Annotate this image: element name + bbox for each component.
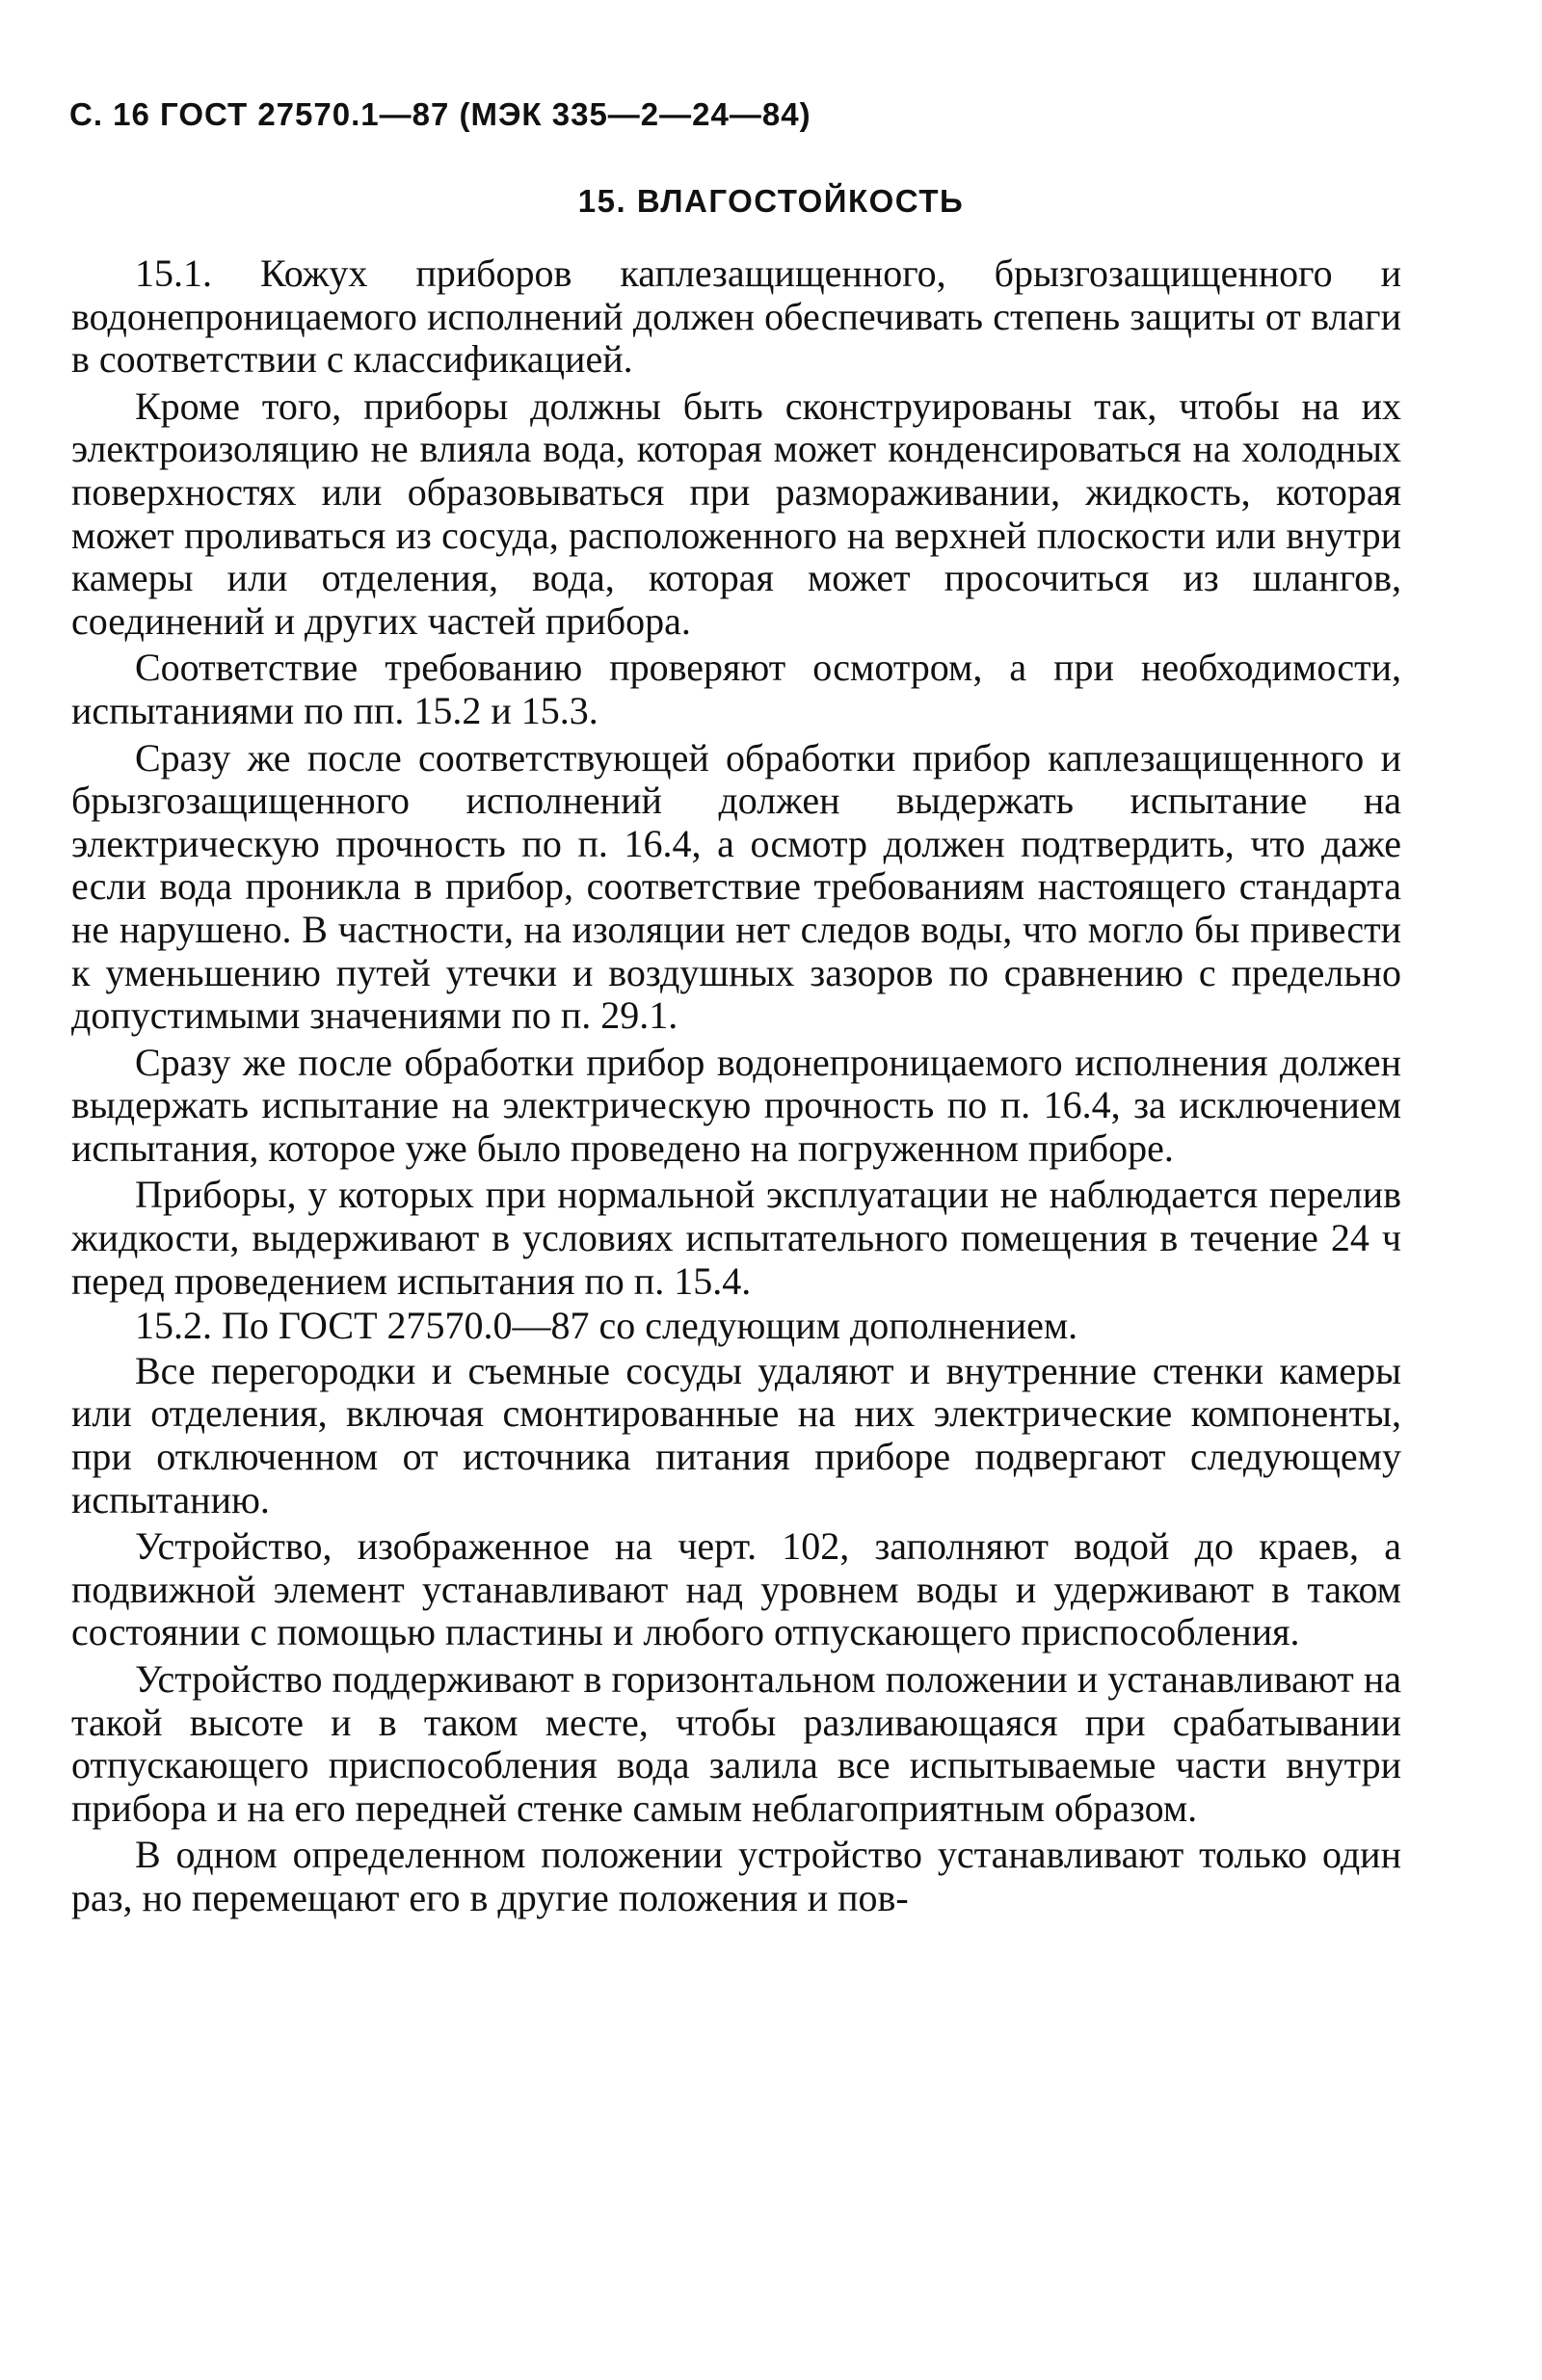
paragraph: В одном определенном положении устройство устанавливают только один раз, но перемещают его в другие положения и пов-	[71, 1833, 1401, 1919]
paragraph-15-1: 15.1. Кожух приборов каплезащищенного, брызгозащищенного и водонепроницаемого исполнений должен обеспечивать степень защиты от влаги в соответствии с классификацией.	[71, 251, 1401, 382]
running-head: С. 16 ГОСТ 27570.1—87 (МЭК 335—2—24—84)	[69, 96, 811, 132]
paragraph: Все перегородки и съемные сосуды удаляют и внутренние стенки камеры или отделения, включая смонтированные на них электрические компоненты, при отключенном от источника питания приборе подвергают следующему испытанию.	[71, 1348, 1401, 1521]
paragraph-15-2: 15.2. По ГОСТ 27570.0—87 со следующим дополнением.	[135, 1304, 1078, 1348]
paragraph: Устройство поддерживают в горизонтальном положении и устанавливают на такой высоте и в таком месте, чтобы разливающаяся при срабатывании отпускающего приспособления вода залила все испытываемые части внутри прибора и на его передней стенке самым неблагоприятным образом.	[71, 1657, 1401, 1830]
paragraph: Сразу же после соответствующей обработки прибор каплезащищенного и брызгозащищенного исполнений должен выдержать испытание на электрическую прочность по п. 16.4, а осмотр должен подтвердить, что даже если вода проникла в прибор, соответствие требованиям настоящего стандарта не нарушено. В частности, на изоляции нет следов воды, что могло бы привести к уменьшению путей утечки и воздушных зазоров по сравнению с предельно допустимыми значениями по п. 29.1.	[71, 735, 1401, 1038]
paragraph: Кроме того, приборы должны быть сконструированы так, чтобы на их электроизоляцию не влияла вода, которая может конденсироваться на холодных поверхностях или образовываться при размораживании, жидкость, которая может проливаться из сосуда, расположенного на верхней плоскости или внутри камеры или отделения, вода, которая может просочиться из шлангов, соединений и других частей прибора.	[71, 383, 1401, 643]
paragraph: Приборы, у которых при нормальной эксплуатации не наблюдается перелив жидкости, выдерживают в условиях испытательного помещения в течение 24 ч перед проведением испытания по п. 15.4.	[71, 1173, 1401, 1303]
paragraph: Соответствие требованию проверяют осмотром, а при необходимости, испытаниями по пп. 15.2 и 15.3.	[71, 646, 1401, 732]
paragraph: Устройство, изображенное на черт. 102, заполняют водой до краев, а подвижной элемент устанавливают над уровнем воды и удерживают в таком состоянии с помощью пластины и любого отпускающего приспособления.	[71, 1524, 1401, 1654]
section-title: 15. ВЛАГОСТОЙКОСТЬ	[577, 183, 965, 219]
body-text	[71, 252, 1401, 1924]
paragraph: Сразу же после обработки прибор водонепроницаемого исполнения должен выдержать испытание на электрическую прочность по п. 16.4, за исключением испытания, которое уже было проведено на погруженном приборе.	[71, 1040, 1401, 1170]
